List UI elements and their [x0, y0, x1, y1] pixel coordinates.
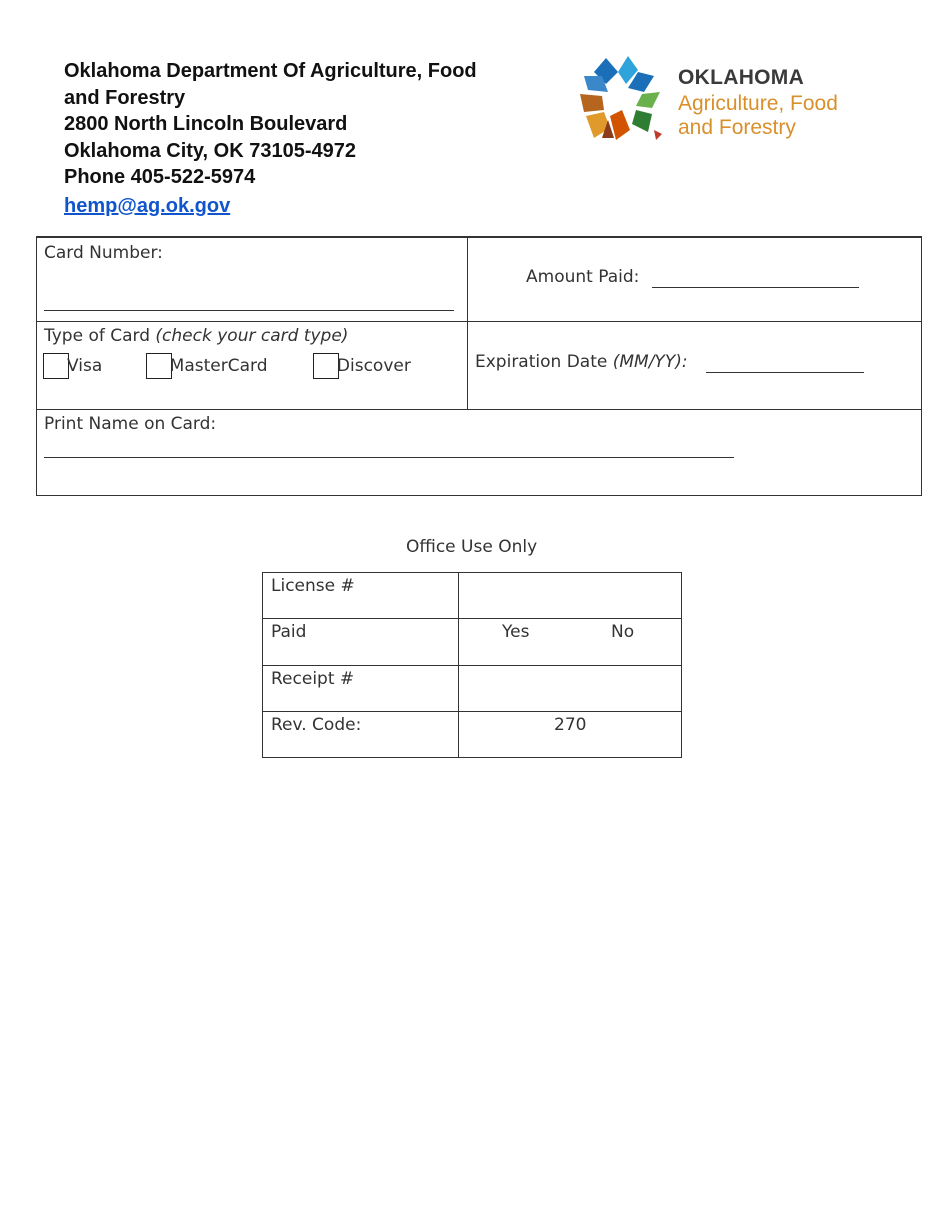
- amount-paid-label: Amount Paid:: [526, 267, 640, 287]
- paid-yes: Yes: [502, 622, 530, 642]
- expiration-label: Expiration Date (MM/YY):: [475, 352, 688, 372]
- print-name-label: Print Name on Card:: [44, 414, 217, 434]
- logo-subtitle: Agriculture, Food and Forestry: [678, 92, 838, 139]
- rev-code-value: 270: [554, 715, 587, 735]
- logo-title: OKLAHOMA: [678, 66, 805, 89]
- city-state-zip: Oklahoma City, OK 73105-4972: [64, 139, 356, 162]
- phone: Phone 405-522-5974: [64, 166, 256, 188]
- email-link[interactable]: hemp@ag.ok.gov: [64, 194, 231, 217]
- office-use-title: Office Use Only: [406, 537, 538, 557]
- agency-logo: [576, 54, 886, 144]
- agency-address: [64, 58, 477, 219]
- mastercard-option[interactable]: MasterCard: [146, 356, 268, 376]
- amount-paid-input[interactable]: [652, 268, 859, 288]
- license-label: License #: [271, 576, 355, 596]
- agency-name-cont: and Forestry: [64, 86, 186, 109]
- discover-option[interactable]: Discover: [313, 356, 411, 376]
- visa-checkbox[interactable]: [43, 353, 69, 379]
- print-name-input[interactable]: [44, 438, 734, 458]
- card-type-label: Type of Card (check your card type): [44, 326, 349, 346]
- card-number-label: Card Number:: [44, 243, 163, 263]
- street-address: 2800 North Lincoln Boulevard: [64, 113, 348, 135]
- star-logo-icon: [576, 54, 668, 144]
- card-number-input[interactable]: [44, 291, 454, 311]
- visa-option[interactable]: Visa: [43, 356, 102, 376]
- expiration-input[interactable]: [706, 353, 864, 373]
- paid-label: Paid: [271, 622, 307, 642]
- discover-checkbox[interactable]: [313, 353, 339, 379]
- card-type-options: [43, 353, 411, 379]
- paid-no: No: [611, 622, 635, 642]
- rev-code-label: Rev. Code:: [271, 715, 362, 735]
- agency-name: Oklahoma Department Of Agriculture, Food: [64, 60, 477, 82]
- mastercard-checkbox[interactable]: [146, 353, 172, 379]
- receipt-label: Receipt #: [271, 669, 355, 689]
